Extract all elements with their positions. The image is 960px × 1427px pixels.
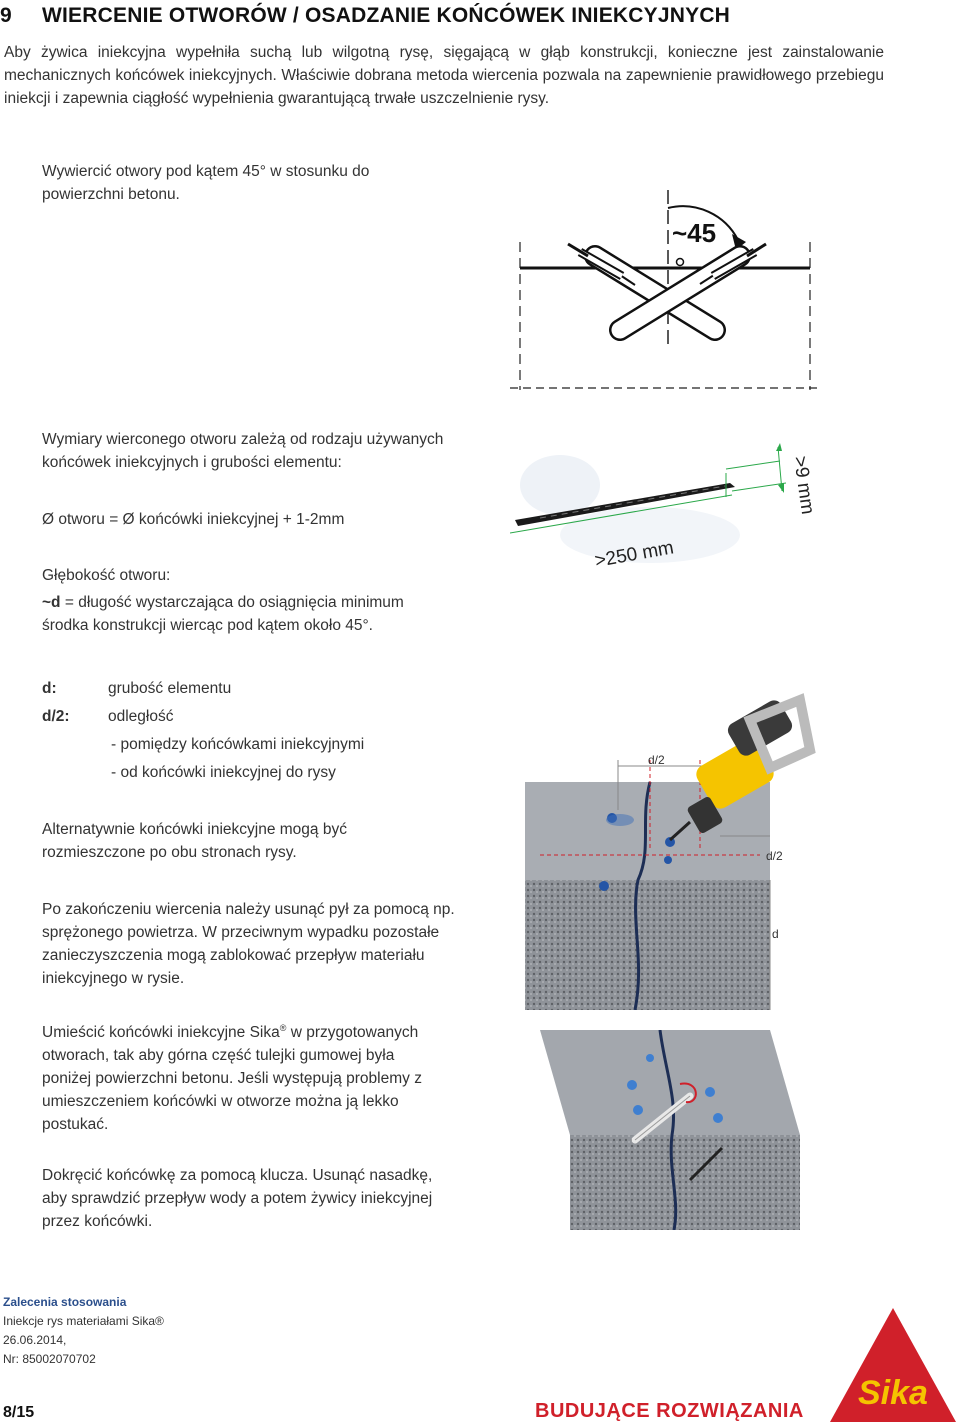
alternative-placement: Alternatywnie końcówki iniekcyjne mogą być rozmieszczone po obu stronach rysy. [42, 821, 347, 861]
d2-description: odległość [108, 708, 174, 725]
sika-wordmark: Sika [858, 1374, 928, 1412]
concrete-side-face [570, 1135, 800, 1230]
intro-paragraph: Aby żywica iniekcyjna wypełniła suchą lub wilgotną rysę, sięgającą w głąb konstrukcji, konieczne jest zainstalowanie mechanicznych końcówek iniekcyjnych. Właściwie dobrana metoda wiercenia pozwala na zapewnienie prawidłowego przebiegu iniekcji i zapewnia ciągłość wypełnienia gwarantującą trwałe uszczelnienie rysy. [4, 44, 884, 107]
footer-info [3, 1293, 164, 1369]
d-label: d: [42, 680, 57, 697]
doc-type: Zalecenia stosowania [3, 1295, 127, 1309]
d2-item-crack: - od końcówki iniekcyjnej do rysy [111, 764, 336, 781]
sika-logo [828, 1306, 958, 1424]
doc-title: Iniekcje rys materiałami Sika® [3, 1314, 164, 1328]
dust-removal-instruction: Po zakończeniu wiercenia należy usunąć pył za pomocą np. sprężonego powietrza. W przeciwnym wypadku pozostałe zanieczyszczenia mogą zablokować przepływ materiału iniekcyjnego w rysie. [42, 901, 455, 987]
packer-placement-illustration [540, 1030, 830, 1230]
depth-description: ~d = długość wystarczająca do osiągnięcia minimum środka konstrukcji wiercąc pod kątem około 45°. [42, 594, 404, 634]
dimensions-instruction: Wymiary wierconego otworu zależą od rodzaju używanych końcówek iniekcyjnych i grubości elementu: [42, 431, 444, 471]
place-packers-instruction: Umieścić końcówki iniekcyjne Sika® w przygotowanych otworach, tak aby górna część tulejki gumowej była poniżej powierzchni betonu. Jeśli występują problemy z umieszczeniem końcówki w otworze można ją lekko postukać. [42, 1023, 422, 1134]
watermark-shape [520, 455, 600, 515]
d-half-label-top: d/2 [648, 753, 665, 767]
diameter-formula: Ø otworu = Ø końcówki iniekcyjnej + 1-2mm [42, 511, 345, 528]
doc-date: 26.06.2014, [3, 1333, 67, 1347]
d-half-label-side: d/2 [766, 849, 783, 863]
d2-item-packers: - pomiędzy końcówkami iniekcyjnymi [111, 736, 365, 753]
d-label-side: d [772, 927, 779, 941]
bit-length-label: >250 mm [593, 537, 676, 572]
drilling-angle-diagram [500, 180, 830, 395]
depth-heading: Głębokość otworu: [42, 567, 171, 584]
section-number: 9 [0, 4, 12, 27]
doc-number: Nr: 85002070702 [3, 1352, 96, 1366]
drilling-illustration [520, 690, 830, 1010]
tighten-instruction: Dokręcić końcówkę za pomocą klucza. Usunąć nasadkę, aby sprawdzić przepływ wody a potem żywicy iniekcyjnej przez końcówki. [42, 1167, 433, 1230]
d2-label: d/2: [42, 708, 70, 725]
depth-prefix: ~d [42, 594, 61, 611]
packer-hole [627, 1080, 637, 1090]
angle-instruction: Wywiercić otwory pod kątem 45° w stosunku do powierzchni betonu. [42, 163, 370, 203]
page-number: 8/15 [3, 1404, 35, 1421]
drill-bit-diagram [510, 425, 840, 585]
concrete-side-face [525, 880, 770, 1010]
bit-diameter-label: >9 mm [789, 454, 819, 516]
angle-label: ~45 [672, 218, 717, 248]
section-title: WIERCENIE OTWORÓW / OSADZANIE KOŃCÓWEK INIEKCYJNYCH [42, 4, 731, 27]
degree-circle [677, 259, 684, 266]
slogan: BUDUJĄCE ROZWIĄZANIA [535, 1400, 804, 1422]
d-description: grubość elementu [108, 680, 232, 697]
